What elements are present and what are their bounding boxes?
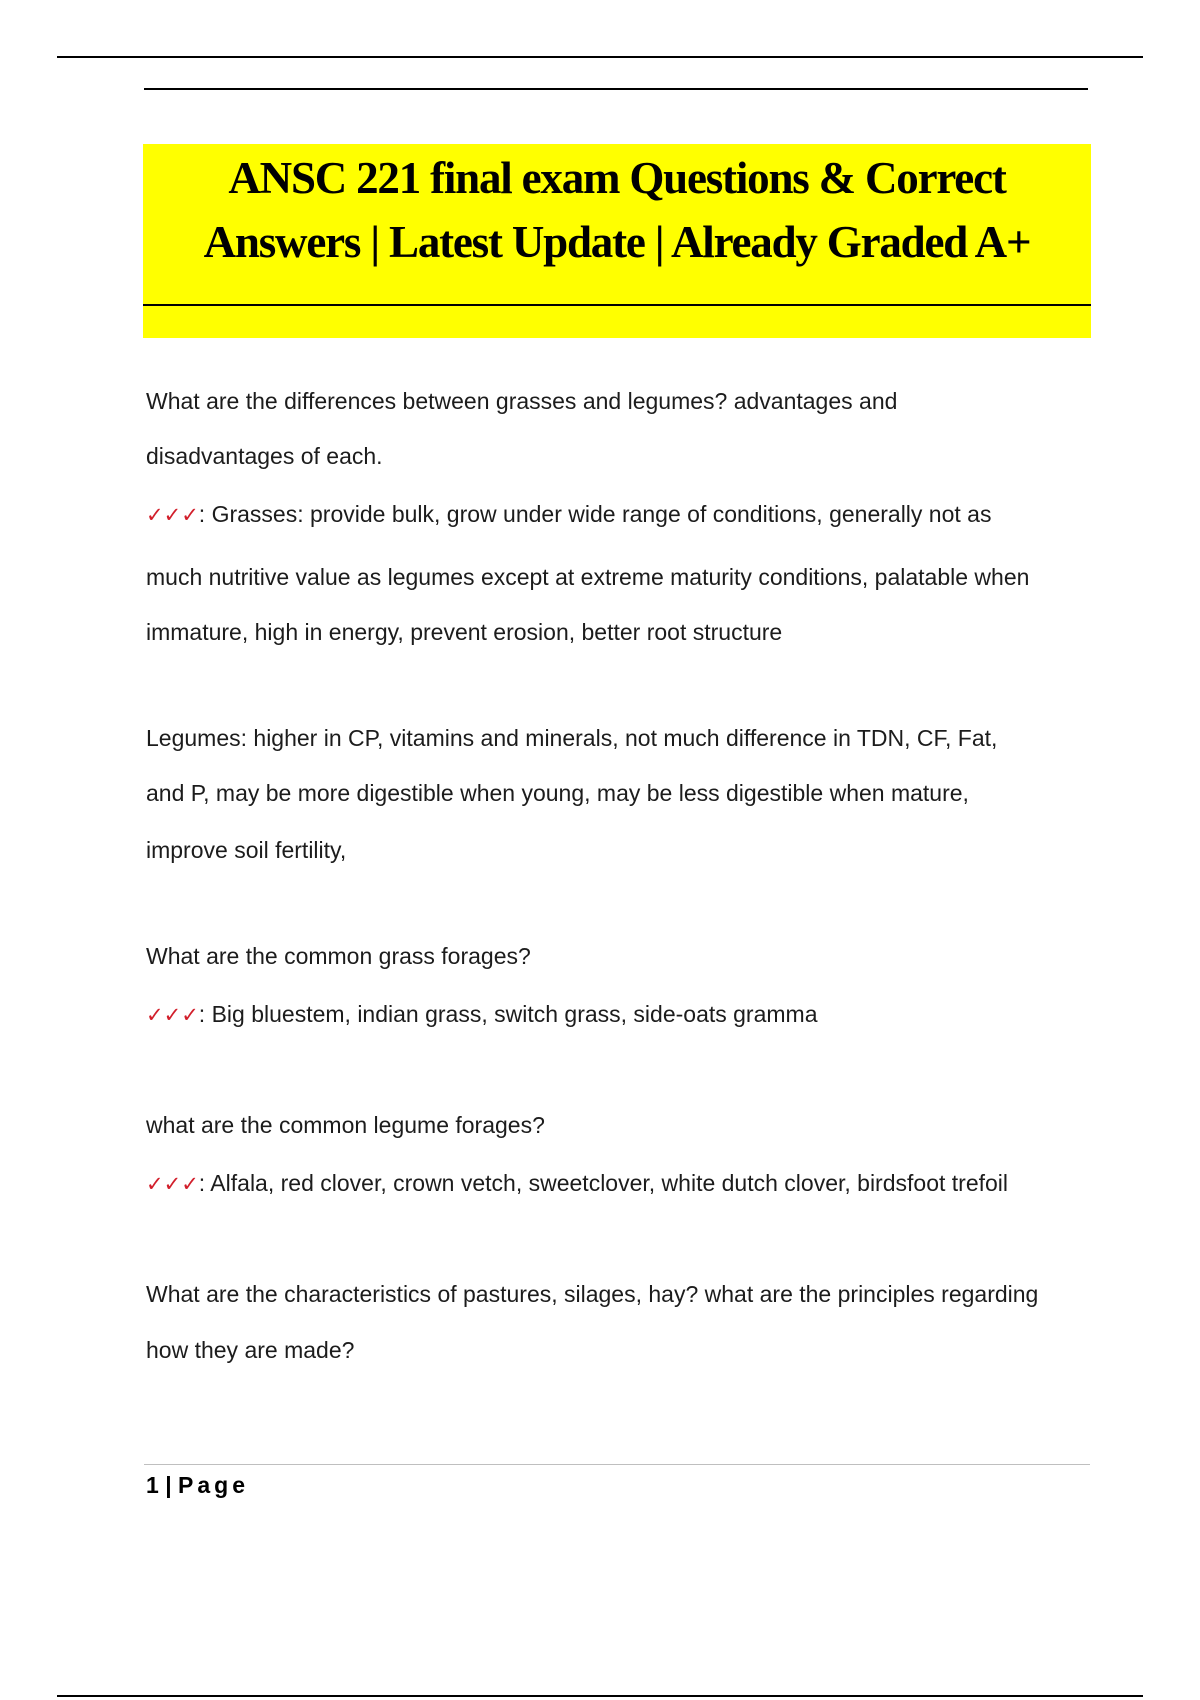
text-line: Legumes: higher in CP, vitamins and minerals, not much difference in TDN, CF, Fat, [146,725,998,751]
title-line-1: ANSC 221 final exam Questions & Correct [228,153,1006,203]
answer-text: : Big bluestem, indian grass, switch grass, side-oats gramma [198,1001,818,1027]
text-line: What are the differences between grasses and legumes? advantages and [146,388,898,414]
text-line: disadvantages of each. [146,443,383,469]
footer-separator: | [165,1472,172,1498]
check-marks-icon: ✓✓✓ [146,503,199,527]
text-line: immature, high in energy, prevent erosion, better root structure [146,619,783,645]
document-title [143,146,1091,274]
question-line: how they are made? [146,1337,355,1363]
header-rule [144,88,1088,90]
question-line: what are the common legume forages? [146,1112,545,1138]
check-marks-icon: ✓✓✓ [146,1172,199,1196]
page-number: 1 [146,1472,159,1498]
page-bottom-rule [57,1695,1143,1697]
text-line: and P, may be more digestible when young, may be less digestible when mature, [146,780,969,806]
answer-text: : Alfala, red clover, crown vetch, sweetclover, white dutch clover, birdsfoot trefoil [198,1170,1009,1196]
footer-rule [144,1464,1090,1465]
page-top-rule [57,56,1143,58]
question-line: What are the characteristics of pastures, silages, hay? what are the principles regarding [146,1281,1039,1307]
document-body [146,388,1096,1363]
answer-line [146,501,1096,528]
text-line: improve soil fertility, [146,837,347,863]
answer-line [146,1001,1096,1028]
answer-text: : Grasses: provide bulk, grow under wide range of conditions, generally not as [198,501,992,527]
text-line: much nutritive value as legumes except at extreme maturity conditions, palatable when [146,564,1030,590]
title-line-2: Answers | Latest Update | Already Graded A+ [203,217,1031,267]
title-banner [143,144,1091,338]
check-marks-icon: ✓✓✓ [146,1003,199,1027]
question-line: What are the common grass forages? [146,943,531,969]
page-footer [146,1472,249,1499]
answer-line [146,1170,1096,1197]
page-label: Page [178,1472,249,1498]
title-rule [143,304,1091,306]
